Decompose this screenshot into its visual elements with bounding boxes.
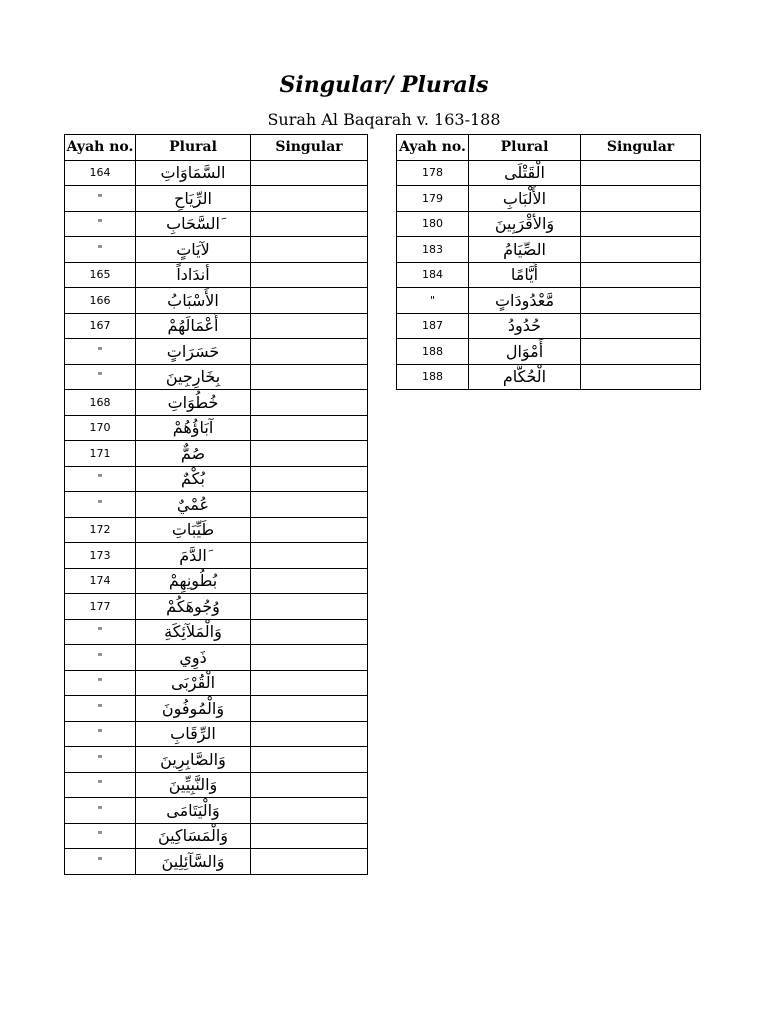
ayah-cell: " bbox=[65, 721, 136, 747]
table-row bbox=[397, 211, 701, 237]
singular-cell[interactable] bbox=[581, 211, 701, 237]
page-subtitle: Surah Al Baqarah v. 163-188 bbox=[267, 110, 501, 129]
ayah-cell: " bbox=[65, 186, 136, 212]
singular-cell[interactable] bbox=[251, 619, 368, 645]
ayah-cell: 166 bbox=[65, 288, 136, 314]
singular-cell[interactable] bbox=[251, 288, 368, 314]
table-row bbox=[65, 160, 368, 186]
plural-cell: وَالْمَلآئِكَةِ bbox=[136, 619, 251, 645]
singular-cell[interactable] bbox=[251, 772, 368, 798]
plural-cell: وَالْمَسَاكِينَ bbox=[136, 823, 251, 849]
page-title: Singular/ Plurals bbox=[279, 72, 489, 98]
table-row bbox=[65, 186, 368, 212]
plural-cell: حَسَرَاتٍ bbox=[136, 339, 251, 365]
ayah-cell: " bbox=[65, 466, 136, 492]
singular-cell[interactable] bbox=[251, 492, 368, 518]
ayah-cell: " bbox=[65, 696, 136, 722]
plural-cell: الأَسْبَابُ bbox=[136, 288, 251, 314]
header-ayah: Ayah no. bbox=[397, 135, 469, 161]
singular-cell[interactable] bbox=[251, 313, 368, 339]
plural-cell: طَيِّبَاتِ bbox=[136, 517, 251, 543]
ayah-cell: 183 bbox=[397, 237, 469, 263]
table-row bbox=[65, 313, 368, 339]
header-singular: Singular bbox=[251, 135, 368, 161]
plural-cell: صُمٌّ bbox=[136, 441, 251, 467]
table-row bbox=[65, 747, 368, 773]
table-row bbox=[65, 543, 368, 569]
header-row bbox=[65, 135, 368, 161]
ayah-cell: " bbox=[65, 645, 136, 671]
table-row bbox=[65, 823, 368, 849]
singular-cell[interactable] bbox=[581, 288, 701, 314]
ayah-cell: 177 bbox=[65, 594, 136, 620]
table-row bbox=[65, 798, 368, 824]
singular-cell[interactable] bbox=[251, 390, 368, 416]
ayah-cell: 165 bbox=[65, 262, 136, 288]
plural-cell: َالسَّحَابِ bbox=[136, 211, 251, 237]
ayah-cell: 168 bbox=[65, 390, 136, 416]
table-left bbox=[64, 134, 368, 875]
ayah-cell: 167 bbox=[65, 313, 136, 339]
plural-cell: مَّعْدُودَاتٍ bbox=[469, 288, 581, 314]
table-row bbox=[65, 339, 368, 365]
plural-cell: لآيَاتٍ bbox=[136, 237, 251, 263]
plural-cell: وَالْمُوفُونَ bbox=[136, 696, 251, 722]
table-row bbox=[397, 186, 701, 212]
plural-cell: الْقَتْلَى bbox=[469, 160, 581, 186]
ayah-cell: " bbox=[65, 849, 136, 875]
plural-cell: بِخَارِجِينَ bbox=[136, 364, 251, 390]
table-right bbox=[396, 134, 701, 390]
table-row bbox=[397, 313, 701, 339]
table-row bbox=[65, 670, 368, 696]
table-row bbox=[397, 237, 701, 263]
plural-cell: وُجُوهَكُمْ bbox=[136, 594, 251, 620]
plural-cell: ذَوِي bbox=[136, 645, 251, 671]
header-row bbox=[397, 135, 701, 161]
plural-cell: بُكْمٌ bbox=[136, 466, 251, 492]
table-row bbox=[65, 517, 368, 543]
singular-cell[interactable] bbox=[251, 721, 368, 747]
singular-cell[interactable] bbox=[581, 186, 701, 212]
singular-cell[interactable] bbox=[251, 670, 368, 696]
ayah-cell: 188 bbox=[397, 339, 469, 365]
singular-cell[interactable] bbox=[251, 849, 368, 875]
singular-cell[interactable] bbox=[251, 798, 368, 824]
plural-cell: الرِّيَاحِ bbox=[136, 186, 251, 212]
singular-cell[interactable] bbox=[581, 364, 701, 390]
ayah-cell: " bbox=[397, 288, 469, 314]
plural-cell: الأَلْبَابِ bbox=[469, 186, 581, 212]
table-body-left bbox=[65, 160, 368, 874]
table-row bbox=[65, 211, 368, 237]
ayah-cell: " bbox=[65, 211, 136, 237]
table-row bbox=[397, 339, 701, 365]
table-row bbox=[65, 288, 368, 314]
ayah-cell: 171 bbox=[65, 441, 136, 467]
ayah-cell: " bbox=[65, 772, 136, 798]
plural-cell: الْحُكَّام bbox=[469, 364, 581, 390]
plural-cell: وَالصَّابِرِينَ bbox=[136, 747, 251, 773]
plural-cell: الرِّقَابِ bbox=[136, 721, 251, 747]
table-row bbox=[65, 721, 368, 747]
header-singular: Singular bbox=[581, 135, 701, 161]
plural-cell: َالدَّمَ bbox=[136, 543, 251, 569]
table-row bbox=[397, 288, 701, 314]
singular-cell[interactable] bbox=[251, 237, 368, 263]
plural-cell: حُدُودُ bbox=[469, 313, 581, 339]
plural-cell: أَمْوَال bbox=[469, 339, 581, 365]
plural-cell: الْقُرْبَى bbox=[136, 670, 251, 696]
table-row bbox=[65, 237, 368, 263]
plural-cell: أندَاداً bbox=[136, 262, 251, 288]
table-row bbox=[65, 849, 368, 875]
singular-cell[interactable] bbox=[251, 364, 368, 390]
table-row bbox=[65, 466, 368, 492]
ayah-cell: 172 bbox=[65, 517, 136, 543]
ayah-cell: 174 bbox=[65, 568, 136, 594]
singular-cell[interactable] bbox=[581, 313, 701, 339]
singular-cell[interactable] bbox=[251, 160, 368, 186]
plural-cell: آبَاؤُهُمْ bbox=[136, 415, 251, 441]
singular-cell[interactable] bbox=[251, 339, 368, 365]
table-row bbox=[397, 364, 701, 390]
table-row bbox=[397, 262, 701, 288]
table-row bbox=[65, 415, 368, 441]
singular-cell[interactable] bbox=[251, 568, 368, 594]
singular-cell[interactable] bbox=[251, 747, 368, 773]
ayah-cell: " bbox=[65, 619, 136, 645]
singular-cell[interactable] bbox=[251, 543, 368, 569]
ayah-cell: 188 bbox=[397, 364, 469, 390]
singular-cell[interactable] bbox=[251, 645, 368, 671]
singular-cell[interactable] bbox=[581, 237, 701, 263]
header-ayah: Ayah no. bbox=[65, 135, 136, 161]
plural-cell: وَالنَّبِيِّينَ bbox=[136, 772, 251, 798]
singular-cell[interactable] bbox=[251, 441, 368, 467]
plural-cell: الصِّيَامُ bbox=[469, 237, 581, 263]
plural-cell: بُطُونِهِمْ bbox=[136, 568, 251, 594]
singular-cell[interactable] bbox=[581, 262, 701, 288]
singular-cell[interactable] bbox=[581, 339, 701, 365]
plural-cell: أَيَّامًا bbox=[469, 262, 581, 288]
singular-cell[interactable] bbox=[581, 160, 701, 186]
header-plural: Plural bbox=[469, 135, 581, 161]
table-row bbox=[65, 772, 368, 798]
ayah-cell: 184 bbox=[397, 262, 469, 288]
ayah-cell: 180 bbox=[397, 211, 469, 237]
ayah-cell: 179 bbox=[397, 186, 469, 212]
singular-cell[interactable] bbox=[251, 211, 368, 237]
singular-cell[interactable] bbox=[251, 186, 368, 212]
table-row bbox=[65, 594, 368, 620]
ayah-cell: " bbox=[65, 747, 136, 773]
table-row bbox=[65, 619, 368, 645]
singular-cell[interactable] bbox=[251, 696, 368, 722]
ayah-cell: 178 bbox=[397, 160, 469, 186]
singular-cell[interactable] bbox=[251, 823, 368, 849]
singular-cell[interactable] bbox=[251, 262, 368, 288]
table-row bbox=[65, 568, 368, 594]
ayah-cell: " bbox=[65, 798, 136, 824]
plural-cell: وَالأقْرَبِينَ bbox=[469, 211, 581, 237]
table-row bbox=[65, 441, 368, 467]
table-body-right bbox=[397, 160, 701, 390]
table-row bbox=[397, 160, 701, 186]
ayah-cell: " bbox=[65, 364, 136, 390]
singular-cell[interactable] bbox=[251, 466, 368, 492]
table-row bbox=[65, 696, 368, 722]
plural-cell: وَالسَّآئِلِينَ bbox=[136, 849, 251, 875]
ayah-cell: " bbox=[65, 823, 136, 849]
plural-cell: عُمْيٌ bbox=[136, 492, 251, 518]
ayah-cell: 187 bbox=[397, 313, 469, 339]
ayah-cell: 173 bbox=[65, 543, 136, 569]
plural-cell: خُطُوَاتِ bbox=[136, 390, 251, 416]
singular-cell[interactable] bbox=[251, 594, 368, 620]
plural-cell: أَعْمَالَهُمْ bbox=[136, 313, 251, 339]
ayah-cell: " bbox=[65, 237, 136, 263]
plural-cell: وَالْيَتَامَى bbox=[136, 798, 251, 824]
singular-cell[interactable] bbox=[251, 517, 368, 543]
table-row bbox=[65, 645, 368, 671]
table-row bbox=[65, 262, 368, 288]
ayah-cell: 164 bbox=[65, 160, 136, 186]
table-row bbox=[65, 390, 368, 416]
table-row bbox=[65, 492, 368, 518]
ayah-cell: " bbox=[65, 339, 136, 365]
ayah-cell: " bbox=[65, 492, 136, 518]
header-plural: Plural bbox=[136, 135, 251, 161]
plural-cell: السَّمَاوَاتِ bbox=[136, 160, 251, 186]
ayah-cell: " bbox=[65, 670, 136, 696]
table-row bbox=[65, 364, 368, 390]
ayah-cell: 170 bbox=[65, 415, 136, 441]
singular-cell[interactable] bbox=[251, 415, 368, 441]
